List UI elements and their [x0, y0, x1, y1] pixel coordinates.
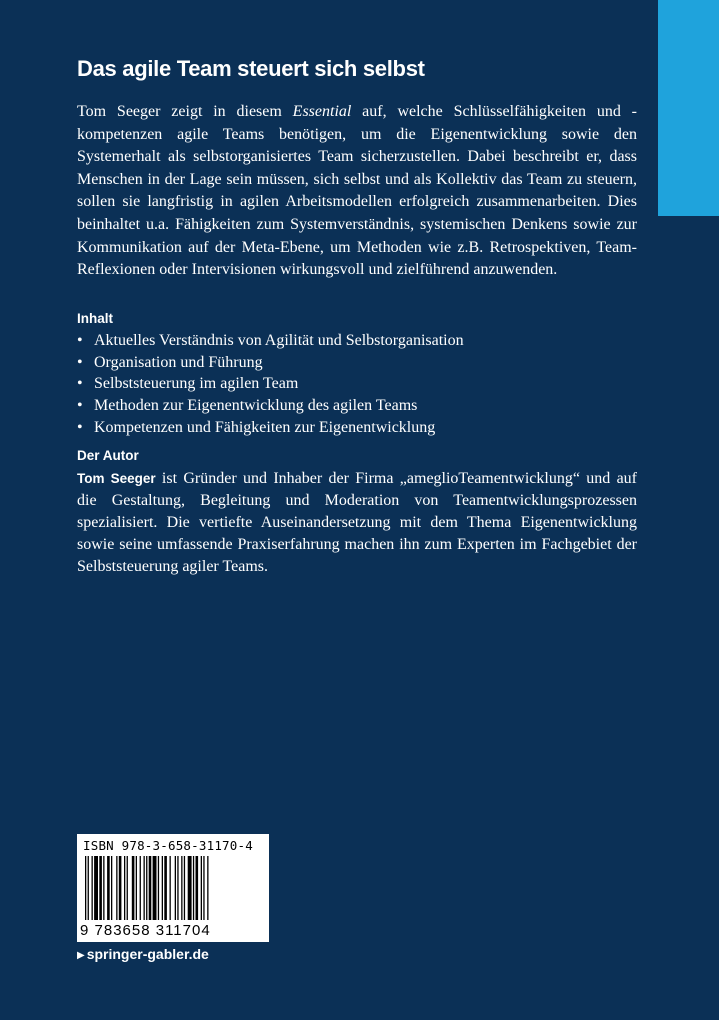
publisher-website — [77, 946, 209, 962]
barcode-bar — [164, 856, 167, 920]
barcode-bar — [119, 856, 122, 920]
barcode-bar — [127, 856, 128, 920]
barcode-bar — [184, 856, 185, 920]
author-bio — [77, 468, 637, 578]
contents-item — [77, 330, 637, 352]
barcode-bar — [207, 856, 208, 920]
contents-item-label: Methoden zur Eigenentwicklung des agilen Teams — [94, 397, 418, 415]
bullet-icon: • — [77, 353, 83, 371]
accent-bar — [658, 0, 719, 216]
barcode-bar — [116, 856, 117, 920]
barcode-bar — [103, 856, 104, 920]
contents-item — [77, 417, 637, 439]
barcode-bar — [94, 856, 98, 920]
barcode-bar — [88, 856, 89, 920]
contents-heading: Inhalt — [77, 311, 113, 326]
bullet-icon: • — [77, 397, 83, 415]
barcode-bar — [107, 856, 110, 920]
bullet-icon: • — [77, 332, 83, 349]
contents-item — [77, 395, 637, 417]
barcode-bar — [158, 856, 159, 920]
bullet-icon: • — [77, 418, 83, 436]
barcode-bar — [85, 856, 86, 920]
barcode-bar — [175, 856, 176, 920]
website-label: springer-gabler.de — [86, 946, 209, 962]
contents-section — [77, 310, 637, 439]
contents-item-label: Organisation und Führung — [94, 353, 263, 371]
barcode-bar — [162, 856, 163, 920]
barcode-box — [77, 834, 269, 942]
barcode-bar — [188, 856, 192, 920]
barcode-bar — [170, 856, 171, 920]
barcode-bar — [181, 856, 182, 920]
barcode-bar — [201, 856, 202, 920]
barcode-bar — [144, 856, 145, 920]
barcode-bar — [193, 856, 194, 920]
barcode-bar — [153, 856, 157, 920]
barcode-bar — [124, 856, 125, 920]
barcode-digits: 9 783658 311704 — [80, 922, 211, 939]
contents-item-label: Kompetenzen und Fähigkeiten zur Eigenentwicklung — [94, 418, 436, 436]
barcode-bars — [85, 856, 261, 930]
contents-item — [77, 352, 637, 374]
contents-item-label: Selbststeuerung im agilen Team — [94, 375, 299, 393]
barcode-bar — [203, 856, 204, 920]
contents-item-label: Aktuelles Verständnis von Agilität und Selbstorganisation — [94, 332, 464, 349]
author-heading: Der Autor — [77, 448, 139, 463]
arrow-icon: ▶ — [77, 950, 85, 961]
author-name: Tom Seeger — [77, 471, 156, 486]
barcode-bar — [196, 856, 199, 920]
author-bio-text: ist Gründer und Inhaber der Firma „ameglioTeamentwicklung“ und auf die Gestaltung, Begleitung und Moderation von Teamentwicklungsprozessen spezialisiert. Die vertiefte Auseinandersetzung mit dem Thema Eigenentwicklung sowie seine umfassende Praxiserfahrung machen ihn zum Experten im Fachgebiet der Selbststeuerung agiler Teams. — [77, 470, 637, 575]
barcode-bar — [92, 856, 93, 920]
book-title: Das agile Team steuert sich selbst — [77, 56, 425, 81]
barcode-bar — [177, 856, 178, 920]
barcode-bar — [136, 856, 137, 920]
author-section — [77, 447, 637, 578]
barcode-bar — [132, 856, 135, 920]
contents-list — [77, 330, 637, 439]
book-description — [77, 101, 637, 282]
description-text-start: Tom Seeger zeigt in diesem — [77, 103, 293, 120]
barcode-bar — [111, 856, 112, 920]
barcode-bar — [140, 856, 141, 920]
description-italic-term: Essential — [292, 103, 352, 120]
barcode-bar — [149, 856, 152, 920]
barcode-bar — [99, 856, 102, 920]
barcode-bar — [146, 856, 147, 920]
contents-item — [77, 373, 637, 395]
description-text-end: auf, welche Schlüsselfähigkeiten und -kompetenzen agile Teams benötigen, um die Eigenentwicklung sowie den Systemerhalt als selbstorganisiertes Team sicherzustellen. Dabei beschreibt er, dass Menschen in der Lage sein müssen, sich selbst und als Kollektiv das Team zu steuern, sollen sie langfristig in agilen Arbeitsmodellen erfolgreich zusammenarbeiten. Dies beinhaltet u.a. Fähigkeiten zum Systemverständnis, systemischen Denkens sowie zur Kommunikation auf der Meta-Ebene, um Methoden wie z.B. Retrospektiven, Team-Reflexionen oder Intervisionen wirkungsvoll und zielführend anzuwenden. — [77, 103, 637, 279]
bullet-icon: • — [77, 375, 83, 393]
isbn-label: ISBN 978-3-658-31170-4 — [83, 838, 253, 853]
